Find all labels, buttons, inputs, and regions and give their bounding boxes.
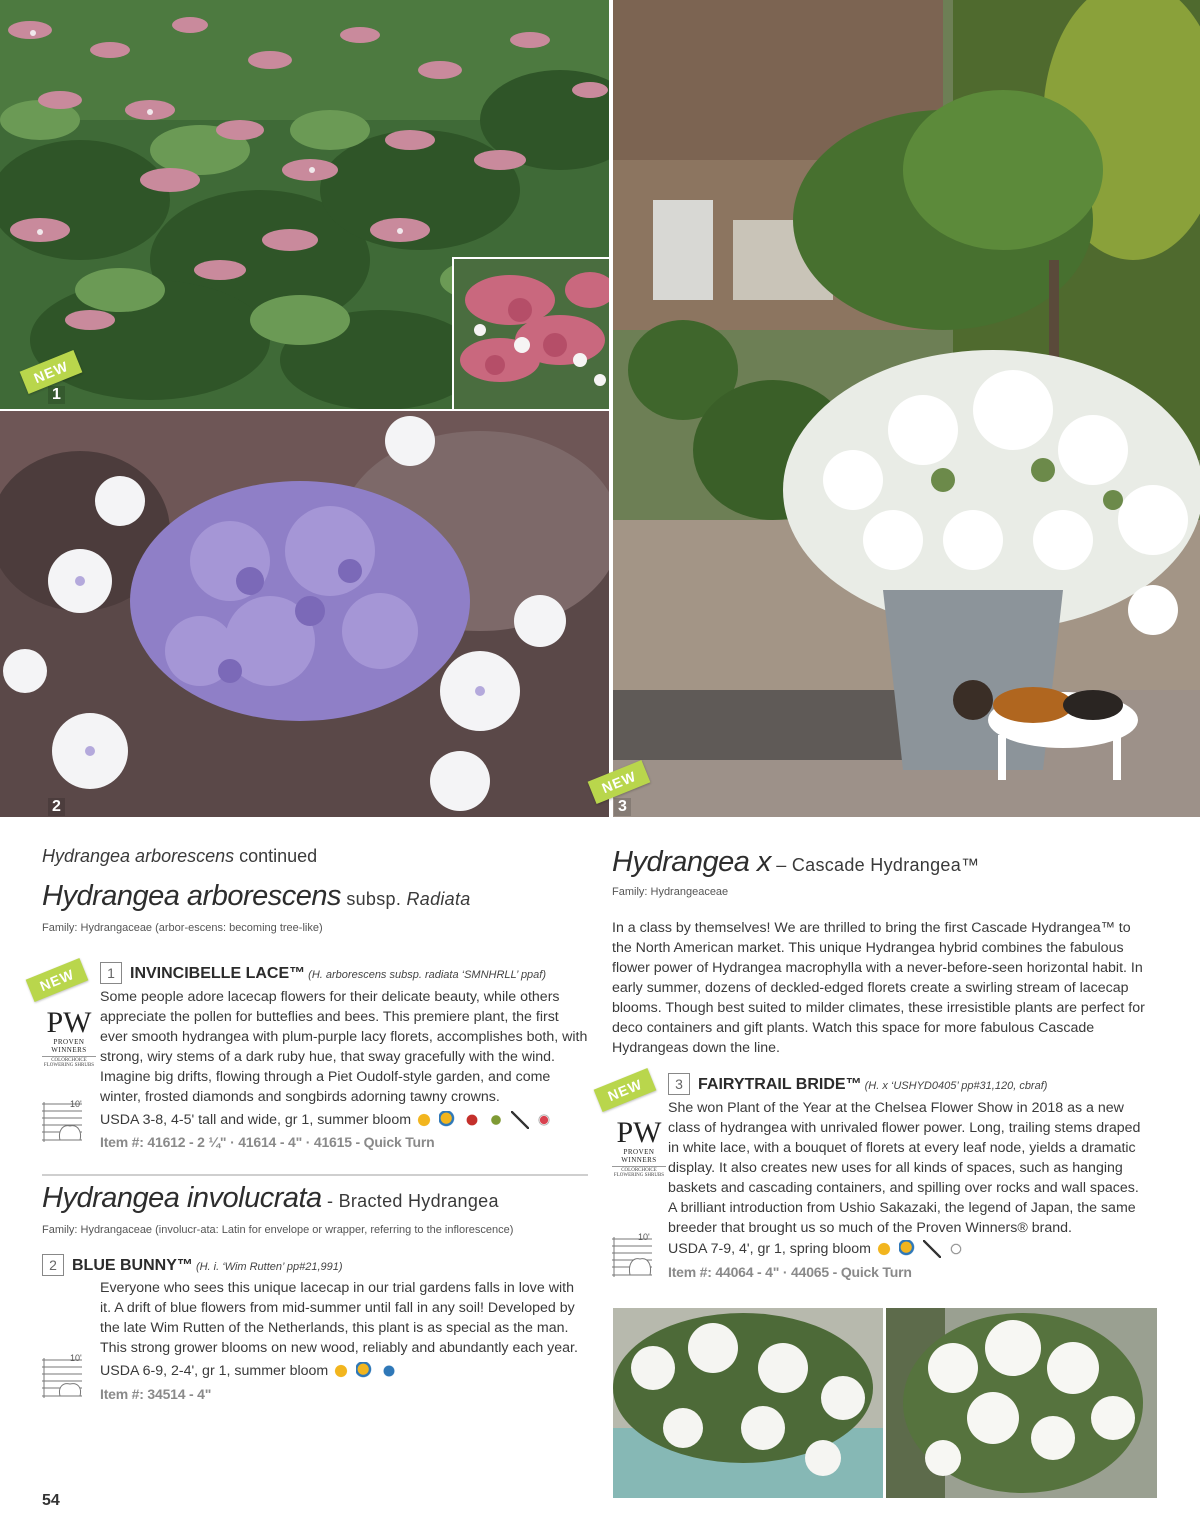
plant-name: FAIRYTRAIL BRIDE™: [698, 1076, 862, 1093]
subspecies-name: Radiata: [406, 889, 471, 909]
subspecies-word: subsp.: [341, 889, 407, 909]
usda-text: USDA 6-9, 2-4', gr 1, summer bloom: [100, 1362, 329, 1379]
plant-number: 3: [668, 1073, 690, 1095]
usda-info: [100, 1362, 400, 1380]
usda-info: [668, 1240, 967, 1258]
hummingbird-icon: [487, 1111, 505, 1129]
sun-icon: [415, 1111, 433, 1129]
page-number: 54: [42, 1492, 60, 1509]
height-scale-icon: [42, 1358, 82, 1398]
photo-number-1: 1: [48, 386, 65, 404]
plant-name: INVINCIBELLE LACE™: [130, 965, 306, 982]
pw-logo-text: PROVEN WINNERS: [621, 1148, 657, 1164]
proven-winners-logo: [42, 1008, 96, 1068]
plant-number: 2: [42, 1254, 64, 1276]
attribute-icons: [415, 1111, 555, 1129]
pw-logo-mark: PW: [46, 1006, 92, 1039]
family-label: Family: Hydrangeaceae: [612, 886, 729, 898]
plant-description: Everyone who sees this unique lacecap in our trial gardens falls in love with it. A drift of blue flowers from mid-summer until fall in any soil! Developed by the late Wim Rutten of the Netherlands, this plant is as special as the man. This strong grower blooms on new wood, reliably and abundantly each year.: [100, 1280, 578, 1356]
proven-winners-logo: [612, 1118, 666, 1178]
item-numbers: Item #: 34514 - 4": [100, 1386, 212, 1402]
photo-fairytrail-bride-containers: [613, 1308, 1157, 1498]
plant-number: 1: [100, 962, 122, 984]
pw-logo-mark: PW: [616, 1116, 662, 1149]
flower-icon: [947, 1240, 965, 1258]
species-heading-cascade: [612, 846, 979, 879]
height-scale-label: 10': [70, 1353, 82, 1363]
pw-logo-text: PROVEN WINNERS: [51, 1038, 87, 1054]
family-label: Family: Hydrangaceae (involucr-ata: Latin for envelope or wrapper, referring to the inflorescence): [42, 1224, 514, 1236]
new-badge: NEW: [26, 958, 89, 1002]
part-sun-icon: [356, 1362, 374, 1380]
photo-fairytrail-bride-garden: [613, 0, 1200, 817]
cut-flower-icon: [923, 1240, 941, 1258]
attribute-icons: [875, 1240, 967, 1258]
part-sun-icon: [899, 1240, 917, 1258]
height-scale-label: 10': [70, 1099, 82, 1109]
pw-logo-small: COLORCHOICE FLOWERING SHRUBS: [613, 1168, 665, 1178]
plant-heading-fairytrail: [668, 1073, 1047, 1095]
species-common-name: – Cascade Hydrangea™: [770, 855, 980, 875]
photo-number-2: 2: [48, 798, 65, 816]
new-badge: NEW: [588, 760, 651, 804]
height-scale-icon: [612, 1237, 652, 1277]
plant-description: She won Plant of the Year at the Chelsea Flower Show in 2018 as a new class of hydrangea with unrivaled flower power. Long, trailing stems draped in white lace, with a bouquet of florets at every leaf node, yields a dramatic display. It also creates new uses for all kinds of spaces, such as hanging baskets and cascading containers, and spilling over rocks and wall spaces. A brilliant introduction from Ushio Sakazaki, the legend of Japan, the same breeder that brought us so much of the Proven Winners® brand.: [668, 1100, 1141, 1236]
species-heading-involucrata: [42, 1182, 499, 1215]
species-title: Hydrangea x: [612, 846, 771, 878]
species-title: Hydrangea arborescens: [42, 880, 342, 912]
photo-invincibelle-lace-field: [0, 0, 609, 409]
species-heading-arborescens: [42, 880, 471, 913]
section-divider: [42, 1174, 588, 1176]
new-badge: NEW: [20, 350, 83, 394]
item-numbers: Item #: 44064 - 4" · 44065 - Quick Turn: [668, 1264, 912, 1280]
species-common-name: - Bracted Hydrangea: [321, 1191, 499, 1211]
sun-icon: [875, 1240, 893, 1258]
plant-latin: (H. i. ‘Wim Rutten’ pp#21,991): [192, 1261, 343, 1273]
continued-species: Hydrangea arborescens: [42, 846, 235, 866]
plant-heading-blue-bunny: [42, 1254, 343, 1276]
usda-text: USDA 3-8, 4-5' tall and wide, gr 1, summer bloom: [100, 1111, 412, 1128]
part-sun-icon: [439, 1111, 457, 1129]
plant-latin: (H. arborescens subsp. radiata ‘SMNHRLL’ ppaf): [305, 969, 547, 981]
cut-flower-icon: [511, 1111, 529, 1129]
species-title: Hydrangea involucrata: [42, 1182, 322, 1214]
new-badge: NEW: [594, 1068, 657, 1112]
attribute-icons: [332, 1362, 400, 1380]
item-numbers: Item #: 41612 - 2 ¼" · 41614 - 4" · 41615 - Quick Turn: [100, 1134, 435, 1150]
species-intro: In a class by themselves! We are thrilled to bring the first Cascade Hydrangea™ to the North American market. This unique Hydrangea hybrid combines the fabulous flower power of Hydrangea macrophylla with a never-before-seen horizontal habit. In early summer, dozens of deckled-edged florets create a swirling stream of lacecap blooms. Though best suited to milder climates, these irresistible plants are perfect for deco containers and gift plants. Watch this space for more fabulous Cascade Hydrangeas down the line.: [612, 920, 1145, 1056]
butterfly-icon: [463, 1111, 481, 1129]
photo-number-3: 3: [614, 798, 631, 816]
pw-logo-small: COLORCHOICE FLOWERING SHRUBS: [43, 1058, 95, 1068]
plant-description: Some people adore lacecap flowers for their delicate beauty, while others appreciate the pollen for butteflies and bees. This premiere plant, the first ever smooth hydrangea with plum-purple lacy florets, accomplishes both, with strong, wiry stems of a dark ruby hue, that sway gracefully with the wind. Imagine big drifts, flowing through a Piet Oudolf-style garden, and come winter, frosted diamonds and songbirds adorning tawny crowns.: [100, 989, 588, 1105]
family-label: Family: Hydrangaceae (arbor-escens: becoming tree-like): [42, 922, 323, 934]
native-icon: [535, 1111, 553, 1129]
plant-heading-invincibelle: [100, 962, 546, 984]
usda-text: USDA 7-9, 4', gr 1, spring bloom: [668, 1240, 872, 1257]
plant-latin: (H. x ‘USHYD0405’ pp#31,120, cbraf): [861, 1080, 1048, 1092]
section-continued-label: [42, 846, 317, 867]
sun-icon: [332, 1362, 350, 1380]
usda-info: [100, 1111, 555, 1129]
plant-name: BLUE BUNNY™: [72, 1257, 193, 1274]
height-scale-label: 10': [638, 1232, 650, 1242]
continued-word: continued: [234, 846, 318, 866]
photo-blue-bunny-closeup: [0, 411, 609, 817]
flower-icon: [380, 1362, 398, 1380]
